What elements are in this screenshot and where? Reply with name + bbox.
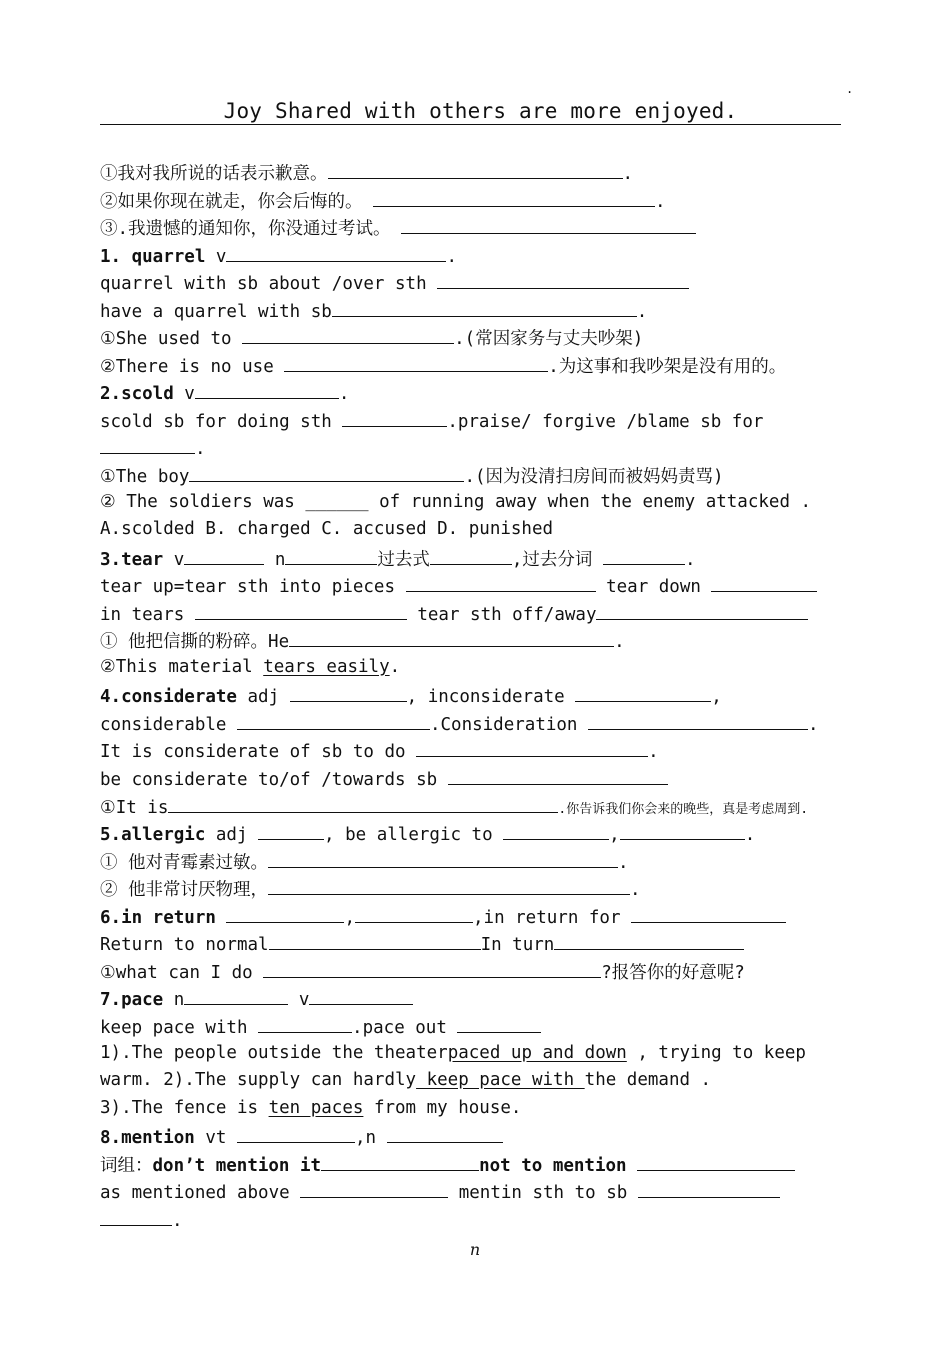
answer-blank[interactable] — [242, 323, 454, 344]
sentence-line: ①我对我所说的话表示歉意。 . — [100, 158, 860, 186]
answer-blank[interactable] — [237, 709, 430, 730]
phrase-text: in tears — [100, 604, 195, 625]
example-text: ①The boy — [100, 467, 190, 488]
vocab-heading — [100, 902, 860, 930]
word-pos: n — [163, 990, 185, 1011]
word-pos: v — [205, 246, 227, 267]
phrase-line: It is considerate of sb to do . — [100, 736, 860, 764]
answer-blank[interactable] — [309, 984, 413, 1005]
phrase-text: In turn — [480, 935, 555, 956]
phrase-text: mentin sth to sb — [448, 1183, 638, 1204]
phrase-line: considerable .Consideration . — [100, 709, 860, 737]
answer-blank[interactable] — [184, 984, 288, 1005]
choices-line — [100, 516, 860, 544]
phrase-text: tear sth off/away — [406, 604, 597, 625]
answer-blank[interactable] — [430, 544, 512, 565]
vocab-heading: 2.scold v . — [100, 378, 860, 406]
answer-blank[interactable] — [226, 241, 446, 262]
underlined-phrase: ten paces — [268, 1097, 364, 1118]
example-text: from my house. — [363, 1097, 522, 1118]
word-label: ,过去分词 — [511, 549, 603, 570]
answer-blank[interactable] — [328, 158, 623, 179]
word-heading: 8.mention — [100, 1128, 195, 1149]
answer-blank[interactable] — [258, 1012, 352, 1033]
word-label: , — [344, 907, 355, 928]
phrase-text: .pace out — [352, 1017, 458, 1038]
phrase-line — [100, 1177, 860, 1205]
answer-blank[interactable] — [289, 626, 614, 647]
answer-blank[interactable] — [588, 709, 808, 730]
word-label: , inconsiderate — [406, 687, 576, 708]
phrase-line — [100, 571, 860, 599]
example-hint: .(常因家务与丈夫吵架) — [454, 329, 644, 350]
answer-blank[interactable] — [448, 764, 668, 785]
example-text: . — [389, 656, 401, 677]
choices-text: A.scolded B. charged C. accused D. punished — [100, 519, 554, 540]
phrase-text: Return to normal — [100, 935, 269, 956]
vocab-heading: 3.tear v n 过去式 ,过去分词 . — [100, 544, 860, 572]
answer-blank[interactable] — [268, 847, 618, 868]
example-line — [100, 1040, 860, 1068]
example-line — [100, 1067, 860, 1095]
example-line — [100, 1095, 860, 1123]
vocab-heading: 1. quarrel v . — [100, 241, 860, 269]
answer-blank[interactable] — [195, 599, 407, 620]
answer-blank[interactable] — [226, 902, 344, 923]
word-label: ,in return for — [473, 907, 632, 928]
phrase-text: .Consideration — [429, 714, 589, 735]
sentence-text: ③.我遗憾的通知你，你没通过考试。 — [100, 219, 391, 240]
phrase-text: quarrel with sb about /over sth — [100, 274, 427, 295]
phrase-text: tear down — [595, 577, 712, 598]
example-text: ②This material — [100, 656, 264, 677]
answer-blank[interactable] — [503, 819, 609, 840]
phrase-text: scold sb for doing sth — [100, 411, 343, 432]
answer-blank[interactable] — [237, 1122, 355, 1143]
vocab-heading: 4.considerate adj , inconsiderate , — [100, 681, 860, 709]
answer-blank[interactable] — [631, 902, 786, 923]
answer-blank[interactable] — [268, 874, 630, 895]
phrase-line — [100, 764, 860, 792]
example-line — [100, 957, 860, 985]
answer-blank[interactable] — [406, 571, 596, 592]
example-text: ①what can I do — [100, 962, 264, 983]
word-pos: v — [288, 990, 310, 1011]
word-pos: adj — [236, 687, 290, 708]
answer-blank[interactable] — [620, 819, 745, 840]
phrase-bold: not to mention — [479, 1155, 638, 1176]
word-heading: 2.scold — [100, 384, 174, 405]
answer-blank[interactable] — [457, 1012, 541, 1033]
phrase-text: It is considerate of sb to do — [100, 742, 417, 763]
word-pos: n — [264, 549, 286, 570]
answer-blank[interactable] — [100, 1205, 172, 1226]
underlined-phrase: tears easily — [263, 656, 390, 677]
answer-blank[interactable] — [184, 544, 264, 565]
example-line — [100, 323, 860, 351]
answer-blank[interactable] — [437, 268, 689, 289]
phrase-line — [100, 1150, 860, 1178]
phrase-line — [100, 929, 860, 957]
phrase-line — [100, 1012, 860, 1040]
example-line: ② 他非常讨厌物理， . — [100, 874, 860, 902]
phrase-text: keep pace with — [100, 1017, 259, 1038]
example-text: 3).The fence is — [100, 1097, 269, 1118]
example-text: ②There is no use — [100, 356, 285, 377]
phrase-line — [100, 406, 860, 434]
underlined-phrase: paced up and down — [447, 1042, 627, 1063]
example-line: ① 他对青霉素过敏。 . — [100, 847, 860, 875]
title-bar — [100, 96, 841, 125]
vocab-heading — [100, 1122, 860, 1150]
answer-blank[interactable] — [711, 571, 817, 592]
word-pos: vt — [194, 1128, 237, 1149]
answer-blank[interactable] — [416, 736, 648, 757]
vocab-heading — [100, 984, 860, 1012]
example-hint: .为这事和我吵架是没有用的。 — [548, 356, 787, 377]
answer-blank[interactable] — [332, 296, 637, 317]
corner-dot: . — [846, 82, 854, 96]
phrase-text: considerable — [100, 714, 237, 735]
example-hint: .(因为没清扫房间而被妈妈责骂) — [464, 467, 724, 488]
phrase-text: tear up=tear sth into pieces — [100, 577, 406, 598]
answer-blank[interactable] — [284, 351, 548, 372]
word-label: 过去式 — [377, 549, 430, 570]
phrase-text: as mentioned above — [100, 1183, 301, 1204]
answer-blank[interactable] — [401, 213, 696, 234]
underlined-phrase: keep pace with — [416, 1070, 585, 1091]
answer-blank[interactable] — [342, 406, 447, 427]
phrase-line: . — [100, 433, 860, 461]
question-text: ② The soldiers was ______ of running away when the enemy attacked . — [100, 491, 812, 512]
phrase-label: 词组： — [100, 1155, 153, 1176]
answer-blank[interactable] — [300, 1177, 448, 1198]
phrase-text: have a quarrel with sb — [100, 301, 332, 322]
answer-blank[interactable] — [596, 599, 808, 620]
sentence-text: ①我对我所说的话表示歉意。 — [100, 164, 328, 184]
word-pos: ,n — [354, 1128, 387, 1149]
answer-blank[interactable] — [290, 681, 407, 702]
answer-blank[interactable] — [195, 378, 339, 399]
example-text: ①She used to — [100, 329, 243, 350]
answer-blank[interactable] — [387, 1122, 503, 1143]
word-heading: 3.tear — [100, 549, 164, 570]
answer-blank[interactable] — [575, 681, 711, 702]
sentence-line — [100, 213, 860, 241]
example-text: the demand . — [584, 1070, 712, 1091]
example-text: ② 他非常讨厌物理， — [100, 880, 269, 901]
answer-blank[interactable] — [638, 1177, 780, 1198]
word-heading: 6.in return — [100, 907, 216, 928]
word-pos: v — [163, 549, 185, 570]
vocab-heading: 5.allergic adj , be allergic to , . — [100, 819, 860, 847]
phrase-text: be considerate to/of /towards sb — [100, 770, 448, 791]
phrase-bold: don’t mention it — [152, 1155, 322, 1176]
example-text: 1).The people outside the theater — [100, 1042, 448, 1063]
page-title: Joy Shared with others are more enjoyed. — [223, 99, 738, 123]
question-line — [100, 489, 860, 517]
example-text: ①It is — [100, 797, 169, 818]
answer-blank[interactable] — [373, 186, 655, 207]
word-pos: adj — [205, 825, 259, 846]
example-text: ① 他对青霉素过敏。 — [100, 852, 269, 873]
answer-blank[interactable] — [321, 1150, 479, 1171]
answer-blank[interactable] — [603, 544, 685, 565]
sentence-text: ②如果你现在就走，你会后悔的。 — [100, 191, 363, 212]
answer-blank[interactable] — [100, 433, 195, 454]
sentence-line: ②如果你现在就走，你会后悔的。 . — [100, 186, 860, 214]
example-line — [100, 654, 860, 682]
answer-blank[interactable] — [637, 1150, 795, 1171]
example-line — [100, 792, 860, 820]
example-text: , trying to keep — [626, 1042, 806, 1063]
phrase-line — [100, 599, 860, 627]
phrase-line — [100, 268, 860, 296]
phrase-line: have a quarrel with sb . — [100, 296, 860, 324]
answer-blank[interactable] — [554, 929, 744, 950]
example-hint: .你告诉我们你会来的晚些，真是考虑周到. — [558, 801, 809, 817]
word-heading: 4.considerate — [100, 687, 237, 708]
word-heading: 7.pace — [100, 990, 164, 1011]
example-line — [100, 351, 860, 379]
answer-blank[interactable] — [189, 461, 464, 482]
example-line — [100, 461, 860, 489]
page-number: n — [469, 1240, 481, 1259]
answer-blank[interactable] — [263, 957, 601, 978]
answer-blank[interactable] — [258, 819, 324, 840]
example-text: ① 他把信撕的粉碎。He — [100, 632, 290, 653]
answer-blank[interactable] — [168, 792, 558, 813]
example-text: warm. 2).The supply can hardly — [100, 1070, 417, 1091]
word-heading: 1. quarrel — [100, 246, 206, 267]
answer-blank[interactable] — [355, 902, 473, 923]
answer-blank[interactable] — [269, 929, 481, 950]
worksheet-content — [100, 158, 860, 1232]
example-hint: ?报答你的好意呢? — [601, 962, 745, 983]
phrase-line: . — [100, 1205, 860, 1233]
word-pos: v — [173, 384, 195, 405]
word-label: , be allergic to — [324, 825, 504, 846]
example-line: ① 他把信撕的粉碎。He . — [100, 626, 860, 654]
word-heading: 5.allergic — [100, 825, 206, 846]
phrase-text: .praise/ forgive /blame sb for — [447, 411, 764, 432]
answer-blank[interactable] — [285, 544, 377, 565]
